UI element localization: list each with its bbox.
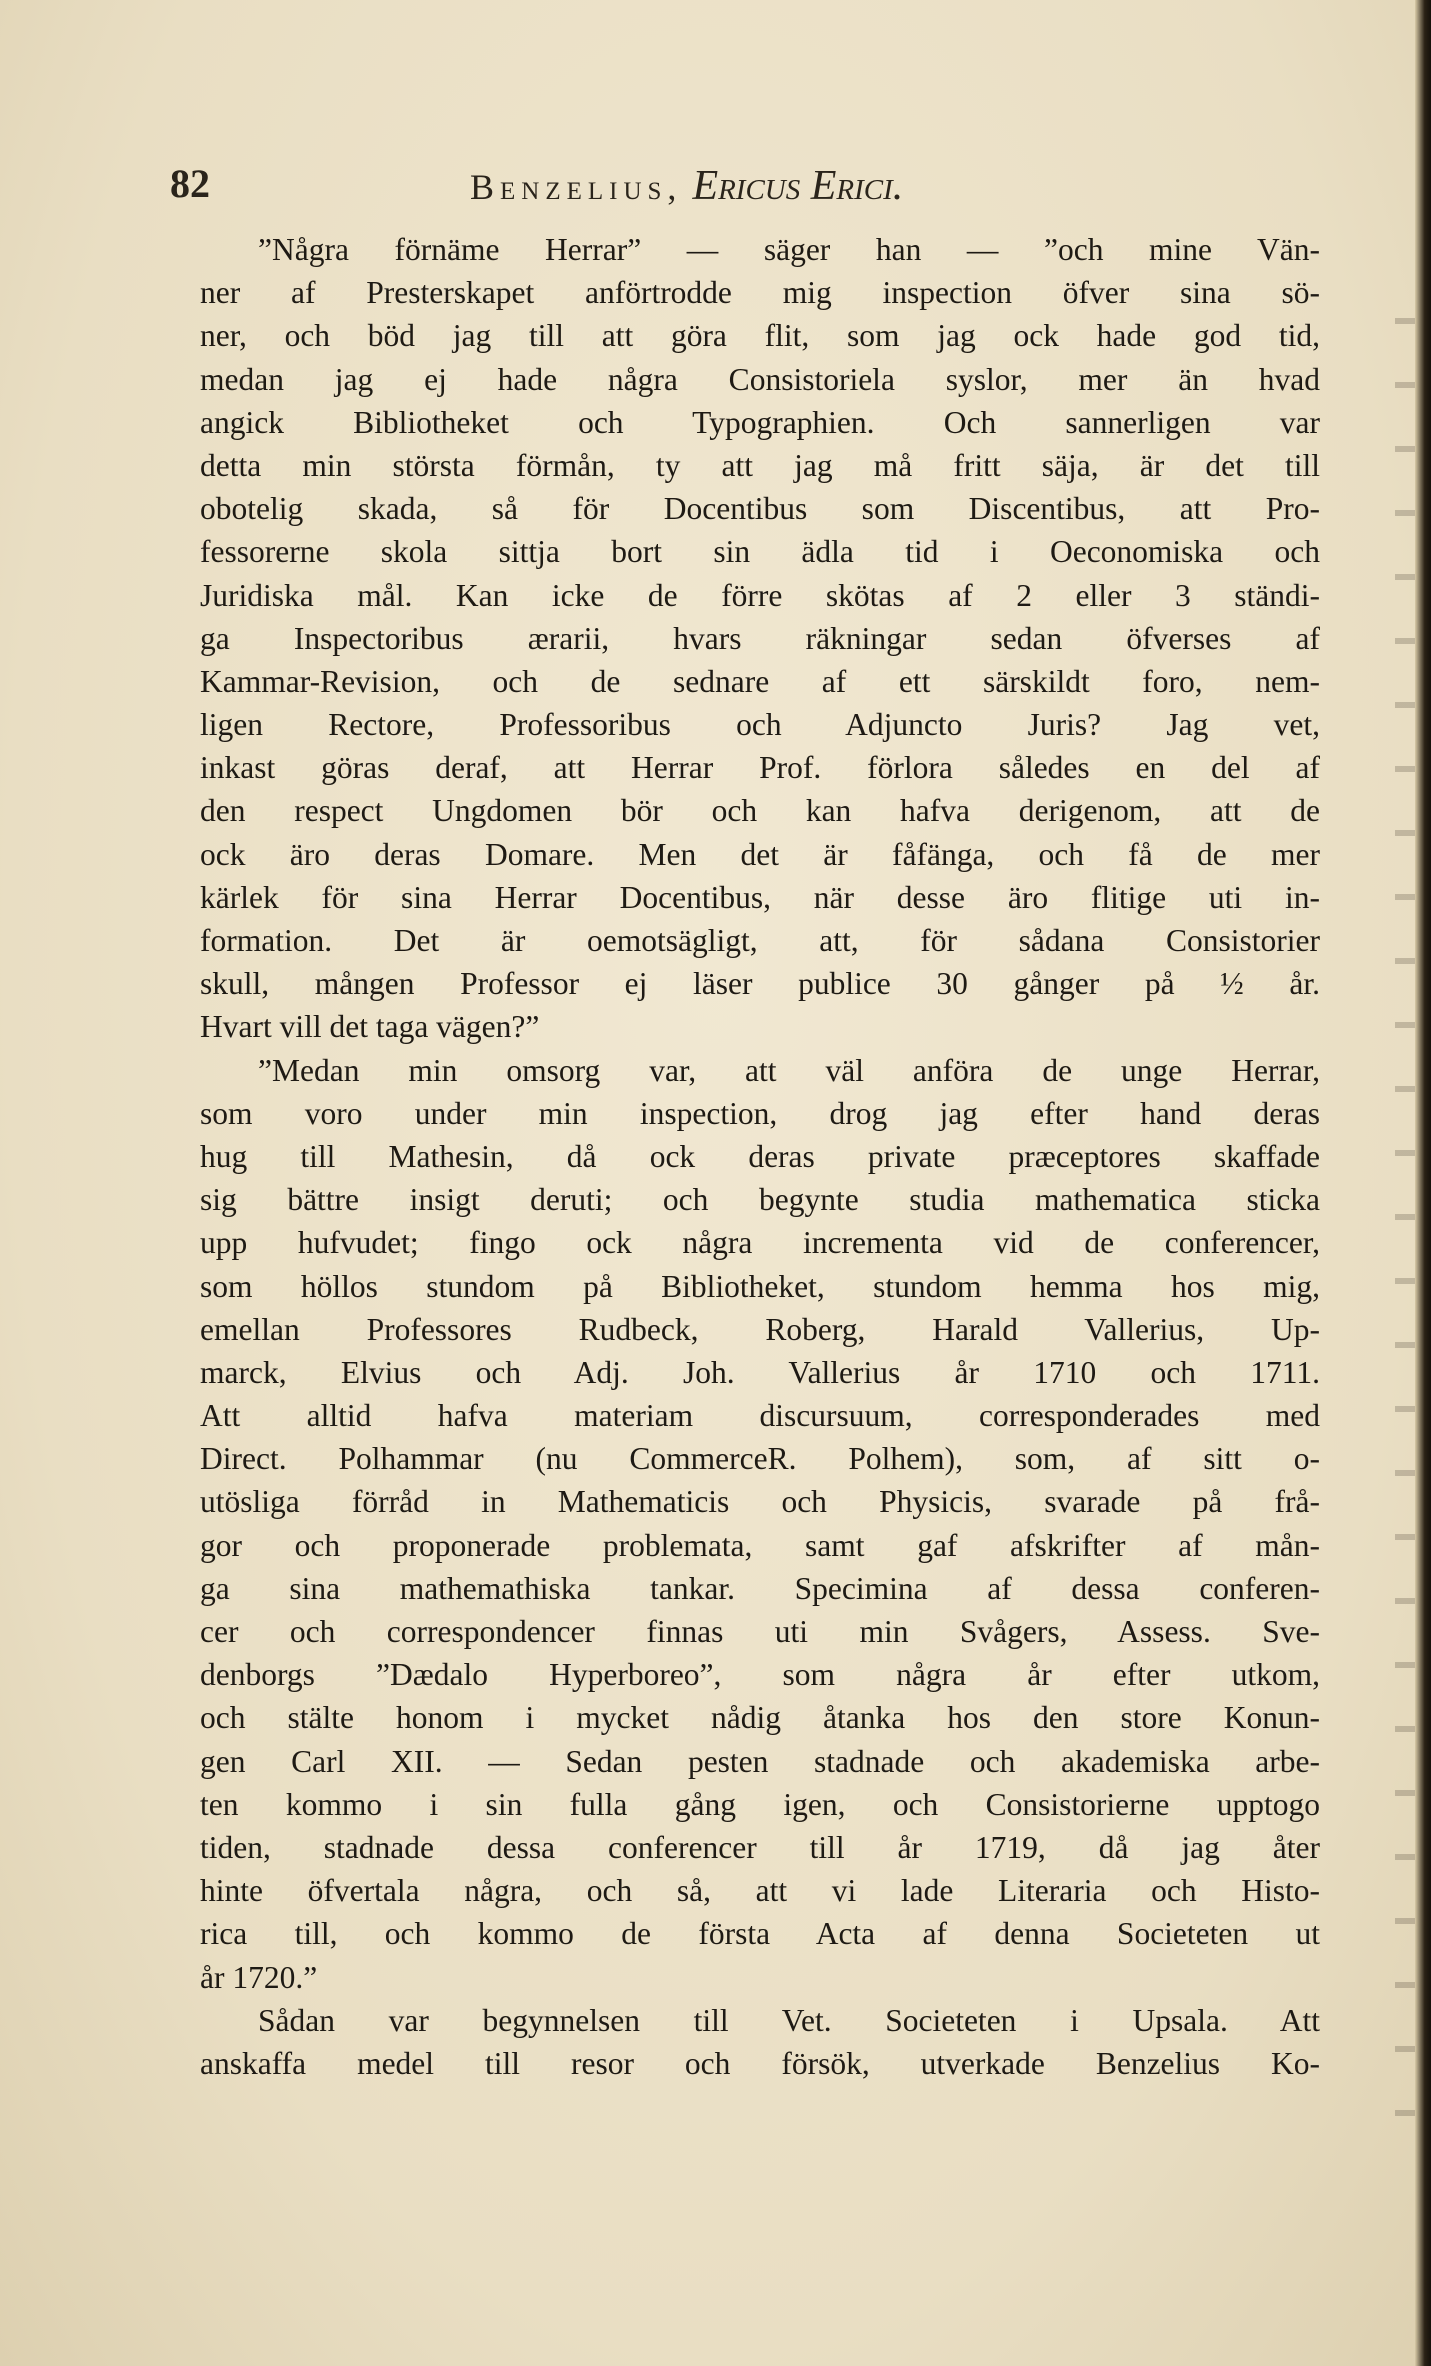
page-edge-shadow xyxy=(1415,0,1431,2366)
text-line: ”Medan min omsorg var, att väl anföra de unge Herrar, xyxy=(258,1052,1320,1088)
text-line: inkast göras deraf, att Herrar Prof. förlora således en del af xyxy=(200,750,1320,786)
running-head xyxy=(470,162,903,210)
text-line: som höllos stundom på Bibliotheket, stundom hemma hos mig, xyxy=(200,1268,1320,1304)
text-line: fessorerne skola sittja bort sin ädla tid i Oeconomiska och xyxy=(200,534,1320,570)
text-line: Direct. Polhammar (nu CommerceR. Polhem), som, af sitt o- xyxy=(200,1441,1320,1477)
text-line: cer och correspondencer finnas uti min Svågers, Assess. Sve- xyxy=(200,1614,1320,1649)
text-line: som voro under min inspection, drog jag efter hand deras xyxy=(200,1095,1320,1131)
text-line: ”Några förnäme Herrar” — säger han — ”och mine Vän- xyxy=(258,232,1320,267)
text-line: år 1720.” xyxy=(200,1959,318,1995)
text-line: denborgs ”Dædalo Hyperboreo”, som några år efter utkom, xyxy=(200,1657,1320,1693)
text-line: gen Carl XII. — Sedan pesten stadnade och akademiska arbe- xyxy=(200,1743,1320,1779)
text-line: obotelig skada, så för Docentibus som Discentibus, att Pro- xyxy=(200,491,1320,527)
running-head-italic: Ericus Erici. xyxy=(692,163,904,209)
text-line: utösliga förråd in Mathematicis och Physicis, svarade på frå- xyxy=(200,1484,1320,1520)
text-line: Att alltid hafva materiam discursuum, corresponderades med xyxy=(200,1398,1320,1434)
text-line: tiden, stadnade dessa conferencer till år 1719, då jag åter xyxy=(200,1829,1320,1865)
text-line: Hvart vill det taga vägen?” xyxy=(200,1009,540,1045)
text-line: kärlek för sina Herrar Docentibus, när desse äro flitige uti in- xyxy=(200,879,1320,915)
text-line: ner, och böd jag till att göra flit, som jag ock hade god tid, xyxy=(200,318,1320,354)
text-line: den respect Ungdomen bör och kan hafva derigenom, att de xyxy=(200,793,1320,829)
text-line: Kammar-Revision, och de sednare af ett särskildt foro, nem- xyxy=(200,663,1320,699)
text-line: anskaffa medel till resor och försök, utverkade Benzelius Ko- xyxy=(200,2045,1320,2081)
text-line: hug till Mathesin, då ock deras private præceptores skaffade xyxy=(200,1138,1320,1174)
text-line: Juridiska mål. Kan icke de förre skötas af 2 eller 3 ständi- xyxy=(200,577,1320,613)
text-line: gor och proponerade problemata, samt gaf afskrifter af mån- xyxy=(200,1527,1320,1563)
text-line: ligen Rectore, Professoribus och Adjuncto Juris? Jag vet, xyxy=(200,707,1320,743)
body-text xyxy=(200,228,1320,2085)
text-line: detta min största förmån, ty att jag må fritt säja, är det till xyxy=(200,447,1320,483)
text-line: och stälte honom i mycket nådig åtanka hos den store Konun- xyxy=(200,1700,1320,1736)
text-line: ga Inspectoribus ærarii, hvars räkningar sedan öfverses af xyxy=(200,620,1320,656)
text-line: hinte öfvertala några, och så, att vi lade Literaria och Histo- xyxy=(200,1873,1320,1909)
text-line: angick Bibliotheket och Typographien. Och sannerligen var xyxy=(200,404,1320,440)
text-line: emellan Professores Rudbeck, Roberg, Harald Vallerius, Up- xyxy=(200,1311,1320,1347)
text-line: ock äro deras Domare. Men det är fåfänga, och få de mer xyxy=(200,836,1320,872)
text-line: ner af Presterskapet anförtrodde mig inspection öfver sina sö- xyxy=(200,275,1320,311)
text-line: upp hufvudet; fingo ock några incrementa vid de conferencer, xyxy=(200,1225,1320,1261)
text-line: ten kommo i sin fulla gång igen, och Consistorierne upptogo xyxy=(200,1786,1320,1822)
page-header xyxy=(170,152,1340,212)
text-line: medan jag ej hade några Consistoriela syslor, mer än hvad xyxy=(200,361,1320,397)
page-number: 82 xyxy=(170,161,210,206)
text-line: marck, Elvius och Adj. Joh. Vallerius år 1710 och 1711. xyxy=(200,1354,1320,1390)
running-head-name: Benzelius, xyxy=(470,167,683,207)
text-line: rica till, och kommo de första Acta af denna Societeten ut xyxy=(200,1916,1320,1952)
text-line: Sådan var begynnelsen till Vet. Societeten i Upsala. Att xyxy=(258,2002,1320,2038)
text-line: formation. Det är oemotsägligt, att, för sådana Consistorier xyxy=(200,923,1320,958)
text-line: skull, mången Professor ej läser publice 30 gånger på ½ år. xyxy=(200,966,1320,1002)
text-line: sig bättre insigt deruti; och begynte studia mathematica sticka xyxy=(200,1182,1320,1218)
margin-bleedthrough xyxy=(1395,260,1415,2160)
text-line: ga sina mathemathiska tankar. Specimina af dessa conferen- xyxy=(200,1570,1320,1606)
